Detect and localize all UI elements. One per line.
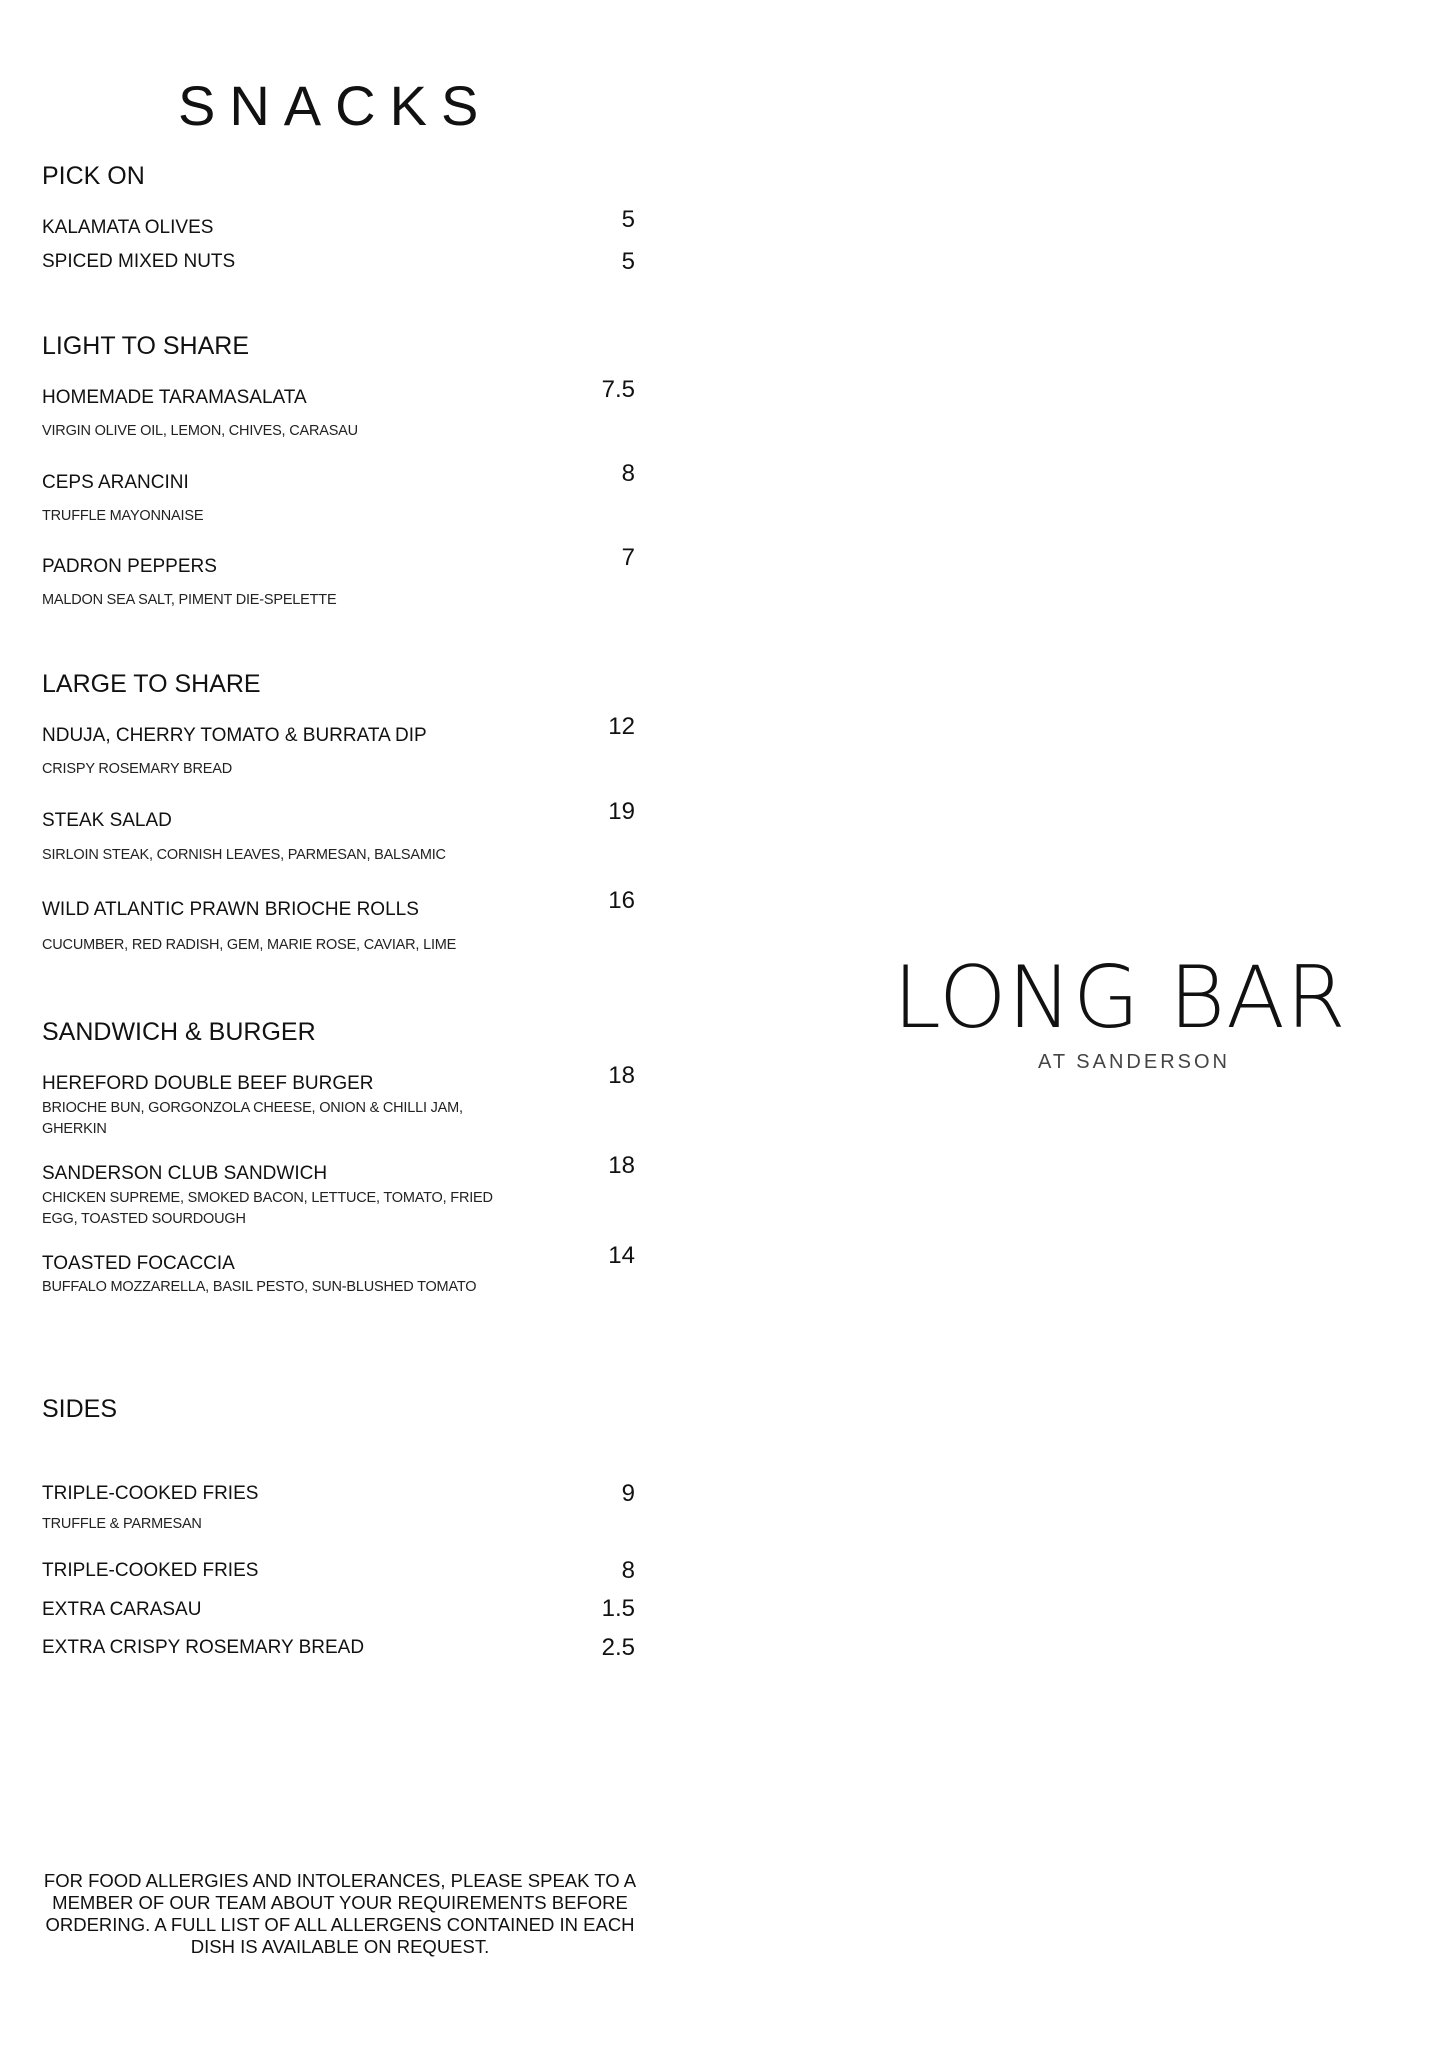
- section-heading-pick-on: PICK ON: [42, 162, 145, 190]
- item-price: 8: [621, 1557, 635, 1584]
- item-price: 16: [608, 887, 635, 914]
- item-description: CHICKEN SUPREME, SMOKED BACON, LETTUCE, TOMATO, FRIED EGG, TOASTED SOURDOUGH: [42, 1190, 493, 1227]
- item-description: BUFFALO MOZZARELLA, BASIL PESTO, SUN-BLUSHED TOMATO: [42, 1279, 477, 1295]
- item-name: STEAK SALAD: [42, 810, 172, 831]
- item-name: SPICED MIXED NUTS: [42, 251, 236, 272]
- menu-title: SNACKS: [178, 74, 493, 137]
- item-description: BRIOCHE BUN, GORGONZOLA CHEESE, ONION & CHILLI JAM, GHERKIN: [42, 1100, 463, 1137]
- item-name: TRIPLE-COOKED FRIES: [42, 1560, 259, 1581]
- section-heading-sandwich-burger: SANDWICH & BURGER: [42, 1018, 316, 1046]
- item-price: 7.5: [601, 376, 635, 403]
- item-price: 8: [621, 460, 635, 487]
- item-price: 12: [608, 713, 635, 740]
- item-price: 2.5: [601, 1634, 635, 1661]
- section-heading-sides: SIDES: [42, 1395, 118, 1423]
- section-heading-large-to-share: LARGE TO SHARE: [42, 670, 261, 698]
- item-price: 5: [621, 248, 635, 275]
- item-price: 14: [608, 1242, 635, 1269]
- item-name: EXTRA CRISPY ROSEMARY BREAD: [42, 1637, 365, 1658]
- item-name: KALAMATA OLIVES: [42, 217, 214, 238]
- section-heading-light-to-share: LIGHT TO SHARE: [42, 332, 250, 360]
- item-price: 7: [621, 544, 635, 571]
- item-price: 19: [608, 798, 635, 825]
- item-description: CUCUMBER, RED RADISH, GEM, MARIE ROSE, CAVIAR, LIME: [42, 937, 457, 953]
- item-name: HOMEMADE TARAMASALATA: [42, 387, 307, 408]
- item-description: VIRGIN OLIVE OIL, LEMON, CHIVES, CARASAU: [42, 423, 358, 439]
- item-name: NDUJA, CHERRY TOMATO & BURRATA DIP: [42, 725, 427, 746]
- item-name: EXTRA CARASAU: [42, 1599, 202, 1620]
- logo-subtitle: AT SANDERSON: [1038, 1051, 1230, 1073]
- item-description: SIRLOIN STEAK, CORNISH LEAVES, PARMESAN, BALSAMIC: [42, 847, 446, 863]
- item-price: 18: [608, 1062, 635, 1089]
- item-description: CRISPY ROSEMARY BREAD: [42, 761, 232, 777]
- item-name: CEPS ARANCINI: [42, 472, 189, 493]
- logo-wordmark: LONG BAR: [893, 948, 1347, 1048]
- allergy-notice: FOR FOOD ALLERGIES AND INTOLERANCES, PLEASE SPEAK TO A MEMBER OF OUR TEAM ABOUT YOUR REQUIREMENTS BEFORE ORDERING. A FULL LIST OF ALL ALLERGENS CONTAINED IN EACH DISH IS AVAILABLE ON REQUEST.: [43, 1870, 637, 1957]
- item-price: 1.5: [601, 1595, 635, 1622]
- item-name: WILD ATLANTIC PRAWN BRIOCHE ROLLS: [42, 899, 419, 920]
- item-name: TRIPLE-COOKED FRIES: [42, 1483, 259, 1504]
- item-price: 5: [621, 206, 635, 233]
- long-bar-logo: [893, 948, 1363, 1074]
- item-price: 9: [621, 1480, 635, 1507]
- item-description: MALDON SEA SALT, PIMENT DIE-SPELETTE: [42, 592, 337, 608]
- item-name: SANDERSON CLUB SANDWICH: [42, 1163, 328, 1184]
- item-name: PADRON PEPPERS: [42, 556, 217, 577]
- item-description: TRUFFLE & PARMESAN: [42, 1516, 202, 1532]
- item-description: TRUFFLE MAYONNAISE: [42, 508, 204, 524]
- item-name: HEREFORD DOUBLE BEEF BURGER: [42, 1073, 374, 1094]
- item-price: 18: [608, 1152, 635, 1179]
- item-name: TOASTED FOCACCIA: [42, 1253, 235, 1274]
